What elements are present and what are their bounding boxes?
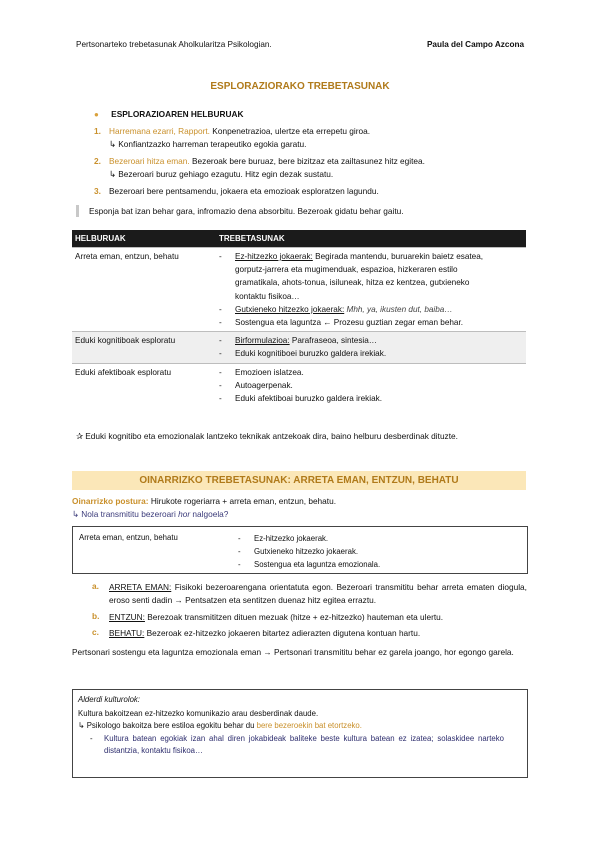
list-item — [219, 303, 501, 316]
list-item — [219, 392, 523, 405]
list-item — [219, 334, 523, 347]
abc-text: Fisikoki bezeroarengana orientatuta egon. Bezeroari transmititu behar arreta ematen diogula, eroso senti dadin → Pentsatzen eta sentitzen duenaz hitz egitea erraztu. — [109, 582, 527, 605]
abc-letter: b. — [92, 611, 100, 621]
page-title: ESPLORAZIORAKO TREBETASUNAK — [210, 81, 390, 92]
skill-label: Ez-hitzezko jokaerak: — [235, 252, 313, 261]
list-item — [219, 250, 501, 303]
table-cell-goal: Arreta eman, entzun, behatu — [72, 248, 216, 332]
box-list — [238, 532, 380, 571]
abc-item — [109, 581, 527, 607]
skill-text: Autoagerpenak. — [235, 380, 293, 390]
posture-label: Oinarrizko postura: — [72, 496, 149, 506]
objective-number: 2. — [94, 156, 101, 166]
skill-text: Eduki afektiboai buruzko galdera irekiak. — [235, 394, 383, 404]
abc-label: ENTZUN: — [109, 612, 145, 622]
objective-item — [109, 126, 370, 136]
abc-text: Bezeroak ez-hitzezko jokaeren bitartez adierazten digutena kontuan hartu. — [144, 628, 421, 638]
question-line — [72, 509, 228, 519]
table-cell-goal: Eduki afektiboak esploratu — [72, 363, 216, 407]
objective-highlight: Bezeroari hitza eman. — [109, 156, 190, 166]
question-post: nalgoela? — [190, 509, 229, 519]
abc-label: BEHATU: — [109, 628, 145, 638]
question-hor: hor — [178, 509, 191, 519]
question-pre: ↳ Nola transmititu bezeroari — [72, 509, 179, 519]
table-header-skills: TREBETASUNAK — [216, 230, 526, 248]
objective-item — [109, 156, 425, 166]
abc-label: ARRETA EMAN: — [109, 582, 172, 592]
skill-text: Eduki kognitiboei buruzko galdera irekiak. — [235, 349, 387, 359]
quote-block: Esponja bat izan behar gara, infromazio dena absorbitu. Bezeroak gidatu behar gaitu. — [76, 205, 404, 217]
cultural-line-pre: ↳ Psikologo bakoitza bere estiloa egokitu behar du — [78, 721, 257, 731]
skill-text: Sostengua eta laguntza ← Prozesu guztian zegar eman behar. — [235, 318, 464, 328]
list-item — [219, 379, 523, 392]
list-item: - Gutxieneko hitzezko jokaerak. — [238, 545, 380, 558]
abc-letter: c. — [92, 627, 99, 637]
section-title-band: OINARRIZKO TREBETASUNAK: ARRETA EMAN, ENTZUN, BEHATU — [72, 471, 526, 490]
skill-text: Parafraseoa, sintesia… — [289, 336, 377, 346]
skill-label: Gutxieneko hitzezko jokaerak: — [235, 304, 345, 314]
table-header-goals: HELBURUAK — [72, 230, 216, 248]
list-item: - Sostengua eta laguntza emozionala. — [238, 558, 380, 571]
basic-skills-box — [72, 526, 528, 574]
table-row — [72, 248, 526, 332]
table-cell-skills — [216, 363, 526, 407]
objectives-heading — [94, 109, 243, 119]
table-row — [72, 332, 526, 363]
cultural-box — [72, 689, 528, 778]
bullet-icon: ● — [94, 110, 99, 119]
skills-table — [72, 230, 526, 407]
cultural-bullet: - Kultura batean egokiak izan ahal diren jokabideak baliteke beste kultura batean ez izatea; solaskidee narteko distantzia, kontaktu fisikoa… — [90, 733, 504, 758]
objective-highlight: Harremana ezarri, Rapport. — [109, 126, 210, 136]
objective-item: Bezeroari bere pentsamendu, jokaera eta emozioak esploratzen lagundu. — [109, 186, 379, 196]
objective-sub: ↳ Bezeroari buruz gehiago ezagutu. Hitz egin dezak sustatu. — [109, 169, 334, 179]
abc-item — [109, 627, 527, 640]
support-paragraph: Pertsonari sostengu eta laguntza emozionala eman → Pertsonari transmititu behar ez garela joango, hor egongo garela. — [72, 647, 514, 657]
abc-text: Berezoak transmititzen dituen mezuak (hitze + ez-hitzezko) hauteman eta ulertu. — [144, 612, 444, 622]
objective-number: 1. — [94, 126, 101, 136]
star-note: ✰ Eduki kognitibo eta emozionalak lantzeko teknikak antzekoak dira, baino helburu desberdinak dituzte. — [76, 431, 458, 441]
cultural-highlight: bere bezeroekin bat etortzeko. — [256, 721, 362, 731]
table-cell-goal: Eduki kognitiboak esploratu — [72, 332, 216, 363]
objectives-heading-text: ESPLORAZIOAREN HELBURUAK — [111, 109, 244, 119]
header-left: Pertsonarteko trebetasunak Aholkularitza Psikologian. — [76, 40, 272, 49]
objective-text: Bezeroak bere buruaz, bere bizitzaz eta zailtasunez hitz egitea. — [189, 156, 425, 166]
cultural-heading: Alderdi kulturolok: — [78, 695, 140, 704]
cultural-line: Kultura bakoitzean ez-hitzezko komunikazio arau desberdinak daude. — [78, 708, 319, 718]
cultural-line — [78, 720, 522, 733]
skill-text: Begirada mantendu, buruarekin baietz esatea, gorputz-jarrera eta mugimenduak, espazioa, hizkeraren estilo gramatikala, ahots-tonua, isiluneak, hitza ez kentzea, gutxieneko kontaktu fisikoa… — [235, 252, 484, 301]
table-cell-skills — [216, 332, 526, 363]
table-cell-skills — [216, 248, 526, 332]
table-header-row — [72, 230, 526, 248]
objective-sub: ↳ Konfiantzazko harreman terapeutiko egokia garatu. — [109, 139, 307, 149]
skill-text: Emozioen islatzea. — [235, 367, 304, 377]
abc-item — [109, 611, 527, 624]
objective-number: 3. — [94, 186, 101, 196]
posture-line — [72, 496, 336, 506]
list-item — [219, 316, 501, 329]
table-row — [72, 363, 526, 407]
objective-text: Konpenetrazioa, ulertze eta errepetu giroa. — [210, 126, 371, 136]
list-item: - Ez-hitzezko jokaerak. — [238, 532, 380, 545]
posture-text: Hirukote rogeriarra + arreta eman, entzun, behatu. — [148, 496, 337, 506]
skill-label: Birformulazioa: — [235, 336, 290, 346]
list-item — [219, 366, 523, 379]
skill-text: Mhh, ya, ikusten dut, baiba… — [344, 304, 453, 314]
header-author: Paula del Campo Azcona — [426, 40, 524, 49]
abc-letter: a. — [92, 581, 99, 591]
box-goal: Arreta eman, entzun, behatu — [79, 533, 178, 542]
list-item — [219, 347, 523, 360]
